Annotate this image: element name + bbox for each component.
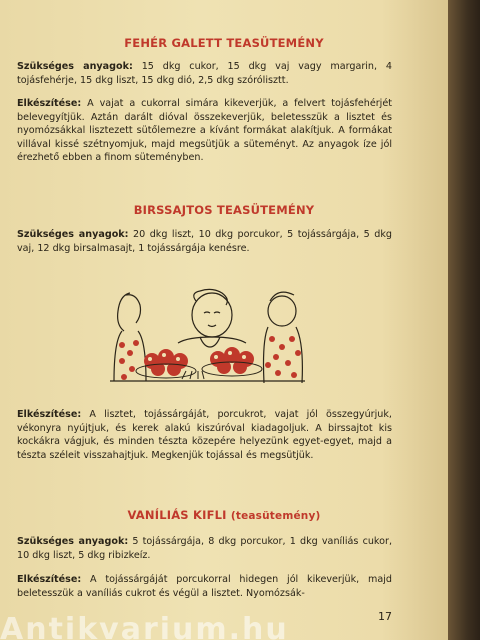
- family-baking-illustration: [100, 283, 310, 388]
- method-label: Elkészítése:: [17, 409, 82, 420]
- ingredients-label: Szükséges anyagok:: [17, 229, 129, 240]
- method-label: Elkészítése:: [17, 574, 82, 585]
- recipe-title-note: (teasütemény): [230, 510, 321, 522]
- ingredients-label: Szükséges anyagok:: [17, 536, 129, 547]
- ingredients-text: 5 tojássárgája, 8 dkg porcukor, 1 dkg vaníliás cukor, 10 dkg liszt, 5 dkg ribizkeíz.: [17, 536, 392, 561]
- recipe-title: BIRSSAJTOS TEASÜTEMÉNY: [133, 203, 315, 217]
- method-label: Elkészítése:: [17, 98, 82, 109]
- ingredients-text: 20 dkg liszt, 10 dkg porcukor, 5 tojássárgája, 5 dkg vaj, 12 dkg birsalmasajt, 1 tojássárgája kenésre.: [17, 229, 392, 254]
- ingredients-paragraph: [17, 535, 392, 562]
- recipe-title-main: VANÍLIÁS KIFLI: [127, 508, 227, 522]
- recipe-title: FEHÉR GALETT TEASÜTEMÉNY: [124, 36, 324, 50]
- method-text: A lisztet, tojássárgáját, porcukrot, vajat jól összegyúrjuk, vékonyra nyújtjuk, és kerek alakú kiszúróval kiadagoljuk. A birssajtot kis kockákra vágjuk, és minden tészta közepére helyezünk egyet-egyet, majd a tészta széleit visszahajtjuk. Megkenjük tojással és megsütjük.: [17, 409, 392, 461]
- ingredients-paragraph: [17, 228, 392, 255]
- page-number: 17: [378, 610, 392, 623]
- ingredients-text: 15 dkg cukor, 15 dkg vaj vagy margarin, 4 tojásfehérje, 15 dkg liszt, 15 dkg dió, 2,5 dkg szórólisztt.: [17, 61, 392, 86]
- method-text: A vajat a cukorral simára kikeverjük, a felvert tojásfehérjét belevegyítjük. Aztán darált dióval összekeverjük, beletesszük a lisztet és nyomózsákkal lisztezett sütőlemezre a kívánt formákat alakítjuk. A formákat villával kissé szétnyomjuk, majd megsütjük a süteményt. Az anyagok íze jól érezhető ebben a finom süteményben.: [17, 98, 392, 164]
- method-paragraph: [17, 97, 392, 165]
- method-paragraph: [17, 573, 392, 600]
- ingredients-paragraph: [17, 60, 392, 87]
- ingredients-label: Szükséges anyagok:: [17, 61, 133, 72]
- watermark: Antikvarium.hu: [0, 612, 289, 640]
- book-gutter: [448, 0, 480, 640]
- method-paragraph: [17, 408, 392, 462]
- method-text: A tojássárgáját porcukorral hidegen jól kikeverjük, majd beletesszük a vaníliás cukrot és végül a lisztet. Nyomózsák-: [17, 574, 392, 599]
- recipe-title: [0, 508, 448, 522]
